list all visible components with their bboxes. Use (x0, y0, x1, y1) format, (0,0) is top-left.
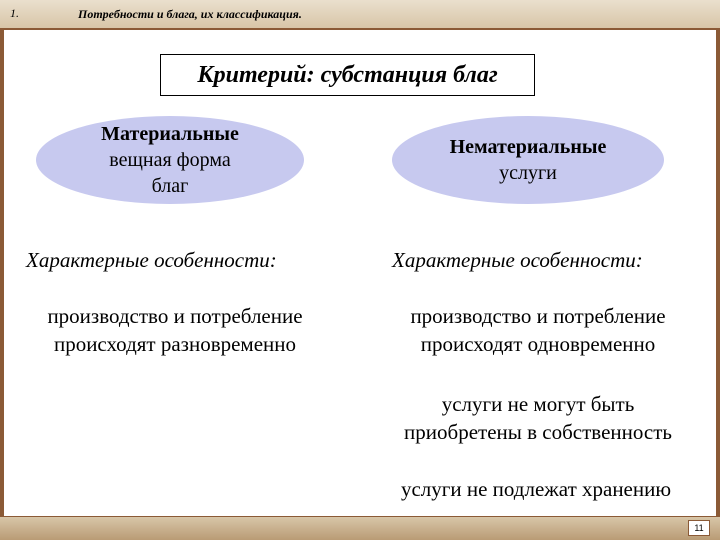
immaterial-goods-desc: услуги (499, 162, 557, 184)
right-feature-2 (370, 390, 706, 446)
right-feature-2-line2: приобретены в собственность (404, 420, 672, 444)
section-title: Потребности и блага, их классификация. (78, 7, 302, 21)
immaterial-goods-ellipse (392, 116, 664, 204)
left-feature-1 (20, 302, 330, 358)
material-goods-desc-line1: вещная форма (109, 149, 231, 171)
material-goods-title: Материальные (101, 123, 239, 145)
immaterial-goods-title: Нематериальные (449, 136, 607, 158)
right-feature-1-line1: производство и потребление (410, 304, 666, 328)
material-goods-ellipse (36, 116, 304, 204)
left-features-heading: Характерные особенности: (26, 248, 277, 272)
left-feature-1-line1: производство и потребление (47, 304, 303, 328)
criterion-box: Критерий: субстанция благ (160, 54, 535, 96)
material-goods-desc-line2: благ (151, 175, 189, 197)
left-feature-1-line2: происходят разновременно (53, 332, 297, 356)
right-features-heading: Характерные особенности: (392, 248, 643, 272)
right-feature-2-line1: услуги не могут быть (441, 392, 635, 416)
right-feature-1-line2: происходят одновременно (420, 332, 656, 356)
page-number: 11 (688, 520, 710, 536)
footer-band (0, 516, 720, 540)
section-number: 1. (10, 6, 19, 20)
right-feature-3: услуги не подлежат хранению (400, 477, 672, 501)
right-feature-1 (378, 302, 698, 358)
header-band (0, 0, 720, 30)
